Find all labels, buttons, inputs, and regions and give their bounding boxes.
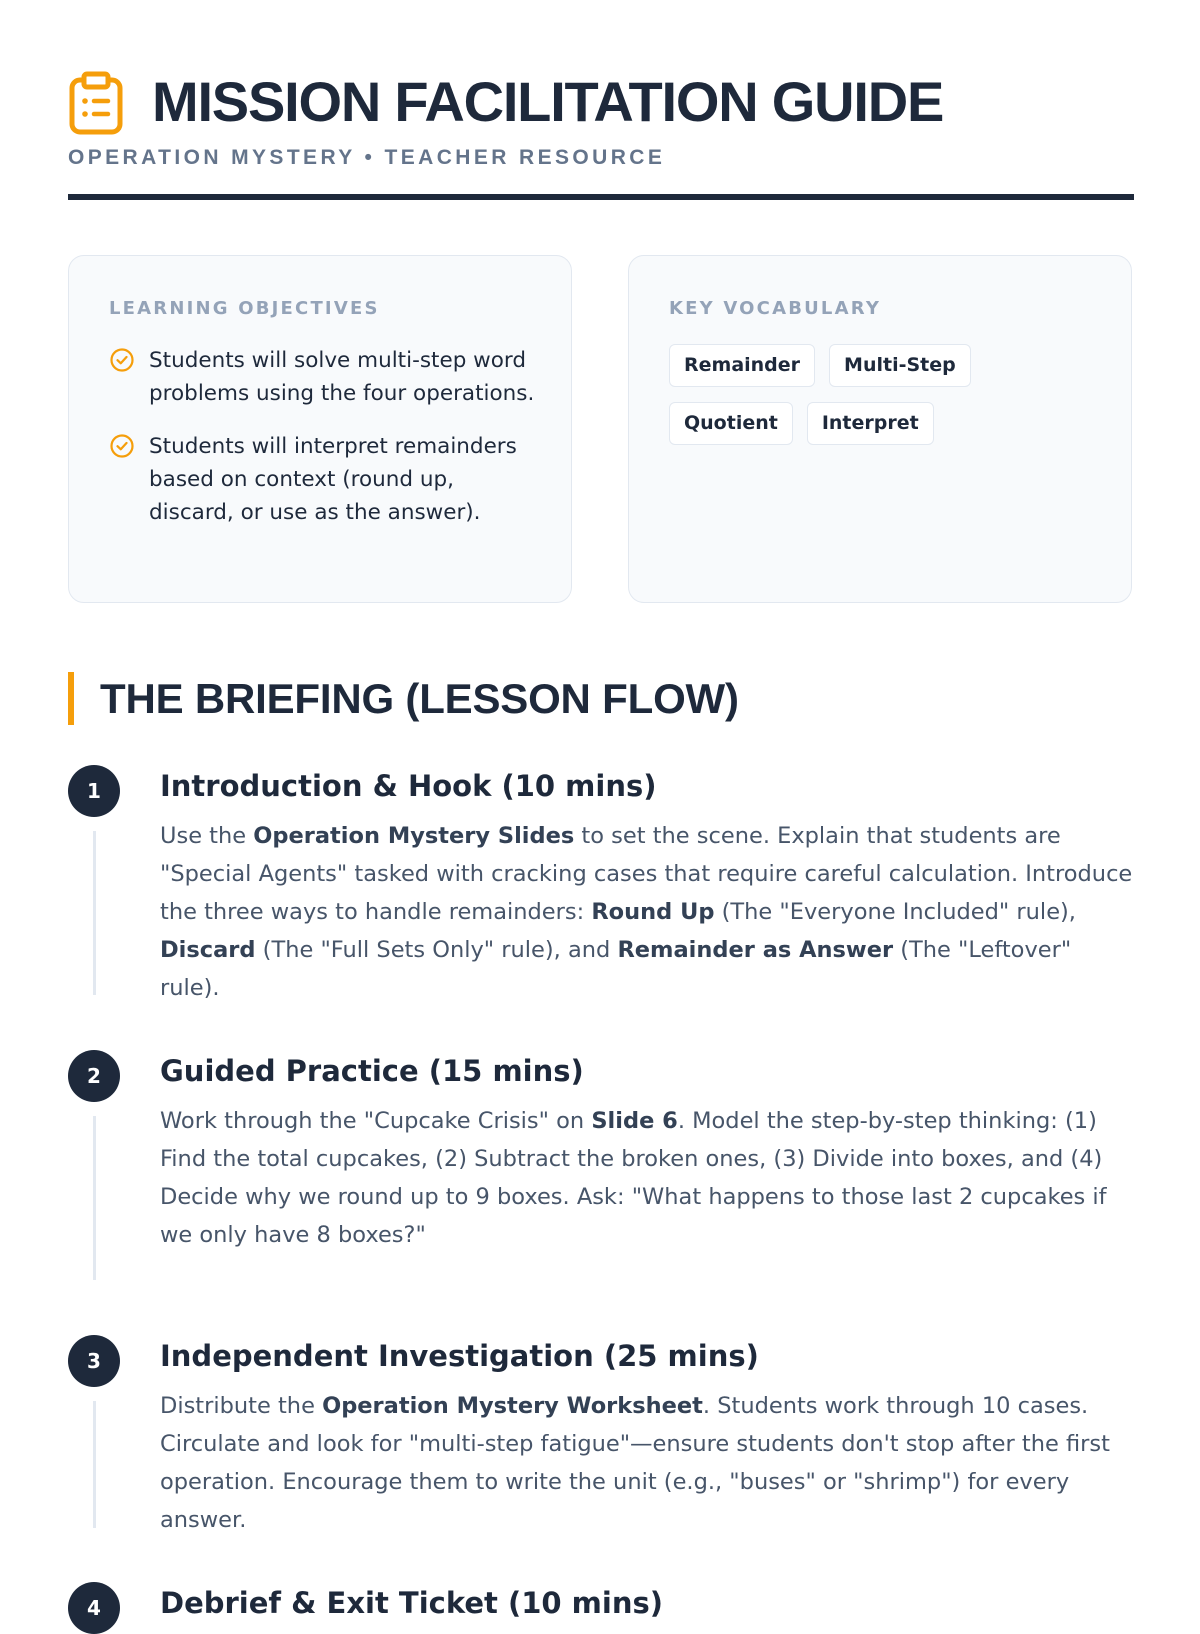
text-run: . Model the step-by-step thinking: (1) Find the total cupcakes, (2) Subtract the broken ones, (3) Divide into boxes, and (4) Decide why we round up to 9 boxes. Ask: "What happens to those last 2 cupcakes if we only have 8 boxes?" — [160, 1108, 1107, 1248]
objective-item — [109, 430, 539, 529]
step-description — [160, 1387, 1134, 1539]
page-subtitle: OPERATION MYSTERY • TEACHER RESOURCE — [68, 146, 666, 169]
vocabulary-tag: Multi-Step — [829, 344, 971, 387]
learning-objectives-heading: LEARNING OBJECTIVES — [109, 298, 380, 319]
step-title: Independent Investigation (25 mins) — [160, 1339, 759, 1373]
vocabulary-tags — [669, 344, 1109, 460]
step-description — [160, 817, 1134, 1007]
check-circle-icon — [109, 433, 135, 459]
text-run: . Students work through 10 cases. Circulate and look for "multi-step fatigue"—ensure students don't stop after the first operation. Encourage them to write the unit (e.g., "buses" or "shrimp") for every answer. — [160, 1393, 1110, 1533]
bold-term: Slide 6 — [591, 1108, 678, 1134]
header-divider — [68, 194, 1134, 200]
vocabulary-tag: Remainder — [669, 344, 815, 387]
objective-text: Students will interpret remainders based on context (round up, discard, or use as the answer). — [149, 434, 517, 525]
clipboard-list-icon — [68, 72, 124, 136]
vocabulary-tag: Interpret — [807, 402, 934, 445]
page-header — [68, 68, 1134, 170]
lesson-step — [68, 1582, 1134, 1620]
text-run: Work through the "Cupcake Crisis" on — [160, 1108, 592, 1134]
step-title: Introduction & Hook (10 mins) — [160, 769, 657, 803]
bold-term: Operation Mystery Slides — [253, 823, 575, 849]
briefing-section-title: THE BRIEFING (LESSON FLOW) — [100, 675, 739, 722]
page-title: MISSION FACILITATION GUIDE — [152, 70, 944, 133]
text-run: Use the — [160, 823, 254, 849]
step-connector-line — [93, 1401, 96, 1528]
bold-term: Round Up — [591, 899, 715, 925]
objective-text: Students will solve multi-step word problems using the four operations. — [149, 348, 535, 406]
text-run: (The "Full Sets Only" rule), and — [255, 937, 618, 963]
objective-item — [109, 344, 539, 410]
step-number-badge: 1 — [68, 765, 120, 817]
learning-objectives-card — [68, 255, 572, 603]
step-title: Debrief & Exit Ticket (10 mins) — [160, 1586, 663, 1620]
lesson-step — [68, 1050, 1134, 1285]
lesson-step — [68, 1335, 1134, 1535]
bold-term: Operation Mystery Worksheet — [322, 1393, 703, 1419]
step-number-badge: 4 — [68, 1582, 120, 1634]
key-vocabulary-card — [628, 255, 1132, 603]
lesson-step — [68, 765, 1134, 1000]
step-connector-line — [93, 831, 96, 995]
bold-term: Remainder as Answer — [617, 937, 894, 963]
bold-term: Discard — [160, 937, 256, 963]
vocabulary-tag: Quotient — [669, 402, 793, 445]
step-number-badge: 2 — [68, 1050, 120, 1102]
step-number-badge: 3 — [68, 1335, 120, 1387]
step-description — [160, 1102, 1134, 1254]
key-vocabulary-heading: KEY VOCABULARY — [669, 298, 882, 319]
text-run: (The "Leftover" rule). — [160, 937, 1072, 1001]
text-run: (The "Everyone Included" rule), — [714, 899, 1076, 925]
check-circle-icon — [109, 347, 135, 373]
objectives-list — [109, 344, 539, 549]
step-connector-line — [93, 1116, 96, 1280]
title-row — [68, 68, 1134, 136]
text-run: Distribute the — [160, 1393, 323, 1419]
section-accent-bar — [68, 672, 74, 725]
step-title: Guided Practice (15 mins) — [160, 1054, 584, 1088]
text-run: to set the scene. Explain that students are "Special Agents" tasked with cracking cases that require careful calculation. Introduce the three ways to handle remainders: — [160, 823, 1133, 925]
